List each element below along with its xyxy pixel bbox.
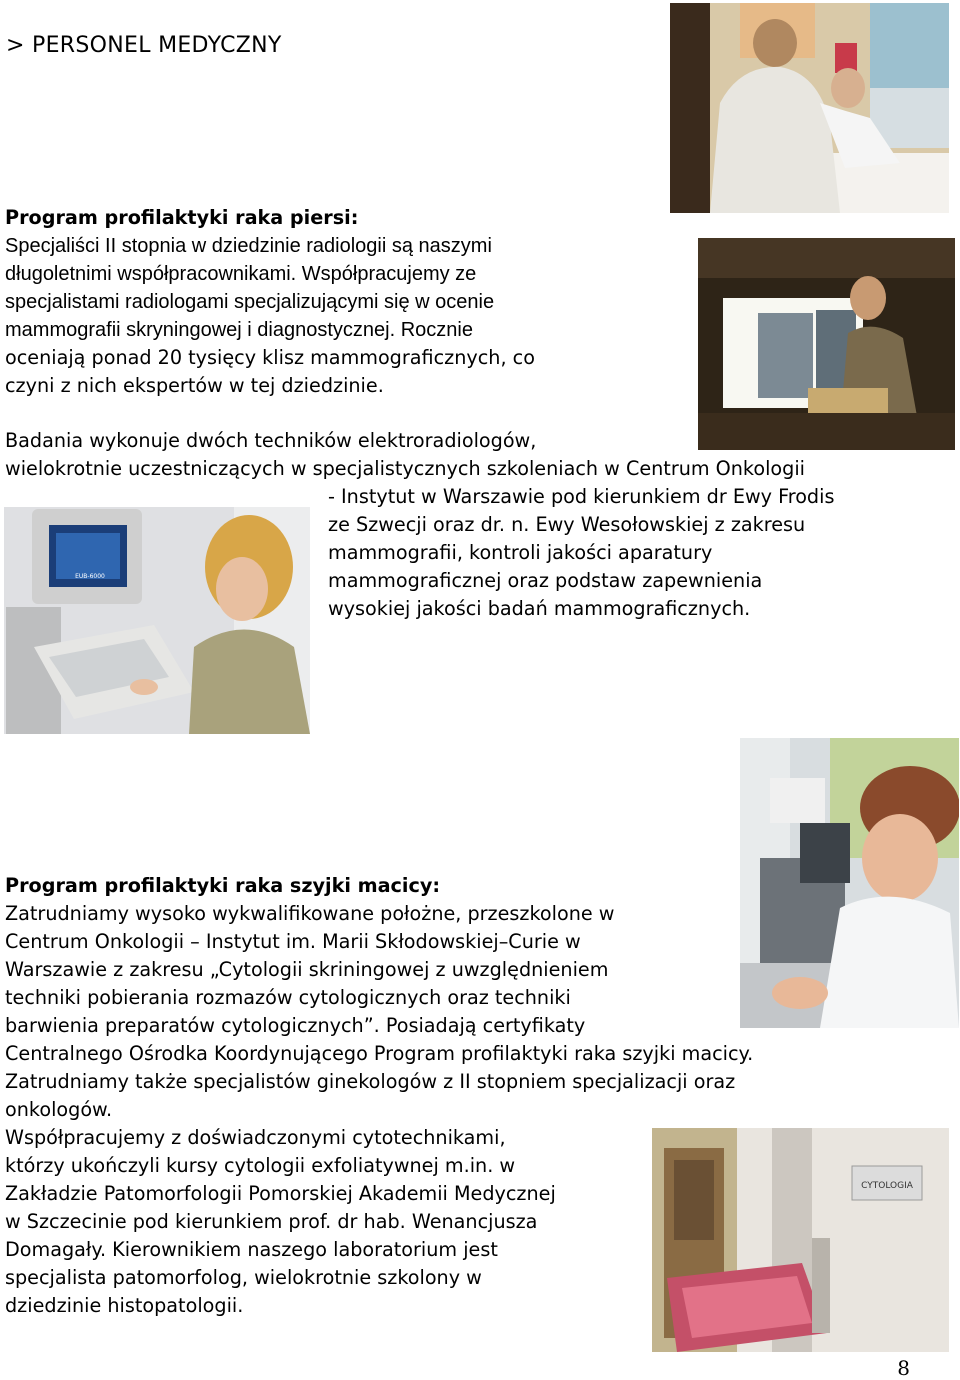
cytology-sign-text: CYTOLOGIA — [861, 1181, 913, 1191]
technicians-line: Badania wykonuje dwóch techników elektroradiologów, — [5, 429, 537, 452]
technicians-section-indented — [328, 483, 834, 623]
cervical-line: którzy ukończyli kursy cytologii exfoliatywnej m.in. w — [5, 1154, 516, 1177]
technicians-line: mammograficznej oraz podstaw zapewnienia — [328, 569, 763, 592]
cervical-heading: Program profilaktyki raka szyjki macicy: — [5, 874, 441, 897]
photo-staff-at-desk — [670, 3, 949, 213]
cervical-line: w Szczecinie pod kierunkiem prof. dr hab. Wenancjusza — [5, 1210, 538, 1233]
cervical-line: barwienia preparatów cytologicznych”. Posiadają certyfikaty — [5, 1014, 586, 1037]
cervical-line: Zatrudniamy wysoko wykwalifikowane położne, przeszkolone w — [5, 902, 615, 925]
cervical-section — [5, 872, 753, 1320]
breast-line: mammografii skryningowej i diagnostycznej. Rocznie — [5, 319, 473, 341]
breast-line: oceniają ponad 20 tysięcy klisz mammograficznych, co — [5, 346, 535, 369]
breast-heading: Program profilaktyki raka piersi: — [5, 206, 359, 229]
technicians-line: wysokiej jakości badań mammograficznych. — [328, 597, 751, 620]
technicians-line: ze Szwecji oraz dr. n. Ewy Wesołowskiej z zakresu — [328, 513, 806, 536]
cervical-line: Domagały. Kierownikiem naszego laboratorium jest — [5, 1238, 498, 1261]
photo-xray-viewer — [698, 238, 955, 450]
technicians-line: mammografii, kontroli jakości aparatury — [328, 541, 713, 564]
breast-line: czyni z nich ekspertów w tej dziedzinie. — [5, 374, 384, 397]
photo-exam-room — [652, 1128, 949, 1352]
cervical-line: Centralnego Ośrodka Koordynującego Program profilaktyki raka szyjki macicy. — [5, 1042, 754, 1065]
technicians-section — [5, 427, 805, 483]
cervical-line: techniki pobierania rozmazów cytologicznych oraz techniki — [5, 986, 571, 1009]
page-title: > PERSONEL MEDYCZNY — [6, 33, 282, 58]
breast-line: Specjaliści II stopnia w dziedzinie radiologii są naszymi — [5, 235, 492, 257]
cervical-line: Zakładzie Patomorfologii Pomorskiej Akademii Medycznej — [5, 1182, 556, 1205]
cervical-line: specjalista patomorfolog, wielokrotnie szkolony w — [5, 1266, 482, 1289]
technicians-line: wielokrotnie uczestniczących w specjalistycznych szkoleniach w Centrum Onkologii — [5, 457, 806, 480]
cervical-line: onkologów. — [5, 1098, 113, 1121]
cervical-line: Współpracujemy z doświadczonymi cytotechnikami, — [5, 1126, 506, 1149]
cervical-line: Zatrudniamy także specjalistów ginekologów z II stopniem specjalizacji oraz — [5, 1070, 736, 1093]
cervical-line: dziedzinie histopatologii. — [5, 1294, 244, 1317]
cervical-line: Centrum Onkologii – Instytut im. Marii Skłodowskiej–Curie w — [5, 930, 581, 953]
technicians-line: - Instytut w Warszawie pod kierunkiem dr Ewy Frodis — [328, 485, 835, 508]
photo-microscope — [740, 738, 959, 1028]
breast-section — [5, 204, 535, 400]
photo-ultrasound — [4, 507, 310, 734]
monitor-brand-label: EUB-6000 — [75, 573, 105, 580]
page-number: 8 — [897, 1356, 910, 1380]
cervical-line: Warszawie z zakresu „Cytologii skriningowej z uwzględnieniem — [5, 958, 609, 981]
breast-line: długoletnimi współpracownikami. Współpracujemy ze — [5, 263, 477, 285]
breast-line: specjalistami radiologami specjalizującymi się w ocenie — [5, 291, 495, 313]
